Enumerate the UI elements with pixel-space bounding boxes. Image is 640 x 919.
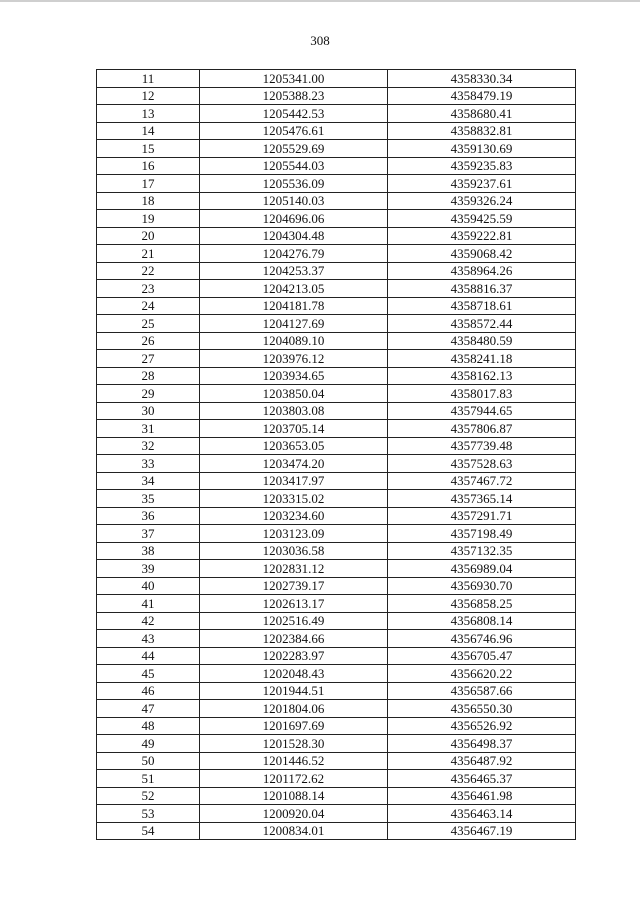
y-coordinate-cell: 4357944.65 bbox=[388, 402, 576, 420]
table-row bbox=[97, 350, 576, 368]
point-number-cell: 12 bbox=[97, 87, 200, 105]
point-number-cell: 47 bbox=[97, 700, 200, 718]
table-row bbox=[97, 227, 576, 245]
table-row bbox=[97, 367, 576, 385]
y-coordinate-cell: 4359235.83 bbox=[388, 157, 576, 175]
point-number-cell: 43 bbox=[97, 630, 200, 648]
table-row bbox=[97, 647, 576, 665]
table-row bbox=[97, 525, 576, 543]
point-number-cell: 34 bbox=[97, 472, 200, 490]
y-coordinate-cell: 4356930.70 bbox=[388, 577, 576, 595]
point-number-cell: 32 bbox=[97, 437, 200, 455]
x-coordinate-cell: 1203315.02 bbox=[200, 490, 388, 508]
y-coordinate-cell: 4358017.83 bbox=[388, 385, 576, 403]
table-row bbox=[97, 437, 576, 455]
y-coordinate-cell: 4356463.14 bbox=[388, 805, 576, 823]
table-row bbox=[97, 332, 576, 350]
table-row bbox=[97, 315, 576, 333]
y-coordinate-cell: 4358718.61 bbox=[388, 297, 576, 315]
x-coordinate-cell: 1202516.49 bbox=[200, 612, 388, 630]
x-coordinate-cell: 1201697.69 bbox=[200, 717, 388, 735]
point-number-cell: 15 bbox=[97, 140, 200, 158]
y-coordinate-cell: 4358964.26 bbox=[388, 262, 576, 280]
y-coordinate-cell: 4356705.47 bbox=[388, 647, 576, 665]
table-row bbox=[97, 87, 576, 105]
x-coordinate-cell: 1204181.78 bbox=[200, 297, 388, 315]
x-coordinate-cell: 1205140.03 bbox=[200, 192, 388, 210]
x-coordinate-cell: 1204276.79 bbox=[200, 245, 388, 263]
x-coordinate-cell: 1205544.03 bbox=[200, 157, 388, 175]
x-coordinate-cell: 1203803.08 bbox=[200, 402, 388, 420]
y-coordinate-cell: 4356487.92 bbox=[388, 752, 576, 770]
point-number-cell: 26 bbox=[97, 332, 200, 350]
point-number-cell: 44 bbox=[97, 647, 200, 665]
x-coordinate-cell: 1203036.58 bbox=[200, 542, 388, 560]
point-number-cell: 37 bbox=[97, 525, 200, 543]
point-number-cell: 28 bbox=[97, 367, 200, 385]
table-row bbox=[97, 402, 576, 420]
x-coordinate-cell: 1203653.05 bbox=[200, 437, 388, 455]
y-coordinate-cell: 4356620.22 bbox=[388, 665, 576, 683]
y-coordinate-cell: 4358162.13 bbox=[388, 367, 576, 385]
x-coordinate-cell: 1200834.01 bbox=[200, 822, 388, 840]
table-row bbox=[97, 70, 576, 88]
x-coordinate-cell: 1201172.62 bbox=[200, 770, 388, 788]
table-row bbox=[97, 735, 576, 753]
table-row bbox=[97, 245, 576, 263]
x-coordinate-cell: 1202739.17 bbox=[200, 577, 388, 595]
table-row bbox=[97, 752, 576, 770]
x-coordinate-cell: 1203705.14 bbox=[200, 420, 388, 438]
page-top-edge bbox=[0, 0, 640, 2]
table-row bbox=[97, 542, 576, 560]
x-coordinate-cell: 1204253.37 bbox=[200, 262, 388, 280]
x-coordinate-cell: 1204213.05 bbox=[200, 280, 388, 298]
table-row bbox=[97, 140, 576, 158]
point-number-cell: 45 bbox=[97, 665, 200, 683]
x-coordinate-cell: 1202283.97 bbox=[200, 647, 388, 665]
table-row bbox=[97, 472, 576, 490]
y-coordinate-cell: 4358479.19 bbox=[388, 87, 576, 105]
point-number-cell: 27 bbox=[97, 350, 200, 368]
x-coordinate-cell: 1204089.10 bbox=[200, 332, 388, 350]
x-coordinate-cell: 1203934.65 bbox=[200, 367, 388, 385]
x-coordinate-cell: 1202384.66 bbox=[200, 630, 388, 648]
table-row bbox=[97, 700, 576, 718]
point-number-cell: 50 bbox=[97, 752, 200, 770]
table-row bbox=[97, 455, 576, 473]
y-coordinate-cell: 4358832.81 bbox=[388, 122, 576, 140]
y-coordinate-cell: 4356858.25 bbox=[388, 595, 576, 613]
x-coordinate-cell: 1205388.23 bbox=[200, 87, 388, 105]
table-row bbox=[97, 490, 576, 508]
table-row bbox=[97, 577, 576, 595]
point-number-cell: 51 bbox=[97, 770, 200, 788]
point-number-cell: 36 bbox=[97, 507, 200, 525]
table-row bbox=[97, 122, 576, 140]
x-coordinate-cell: 1200920.04 bbox=[200, 805, 388, 823]
x-coordinate-cell: 1203417.97 bbox=[200, 472, 388, 490]
table-row bbox=[97, 560, 576, 578]
point-number-cell: 33 bbox=[97, 455, 200, 473]
x-coordinate-cell: 1205442.53 bbox=[200, 105, 388, 123]
x-coordinate-cell: 1203850.04 bbox=[200, 385, 388, 403]
table-row bbox=[97, 297, 576, 315]
y-coordinate-cell: 4357365.14 bbox=[388, 490, 576, 508]
y-coordinate-cell: 4359237.61 bbox=[388, 175, 576, 193]
point-number-cell: 20 bbox=[97, 227, 200, 245]
y-coordinate-cell: 4356989.04 bbox=[388, 560, 576, 578]
point-number-cell: 22 bbox=[97, 262, 200, 280]
point-number-cell: 11 bbox=[97, 70, 200, 88]
coordinates-table-body bbox=[97, 70, 576, 840]
x-coordinate-cell: 1203123.09 bbox=[200, 525, 388, 543]
y-coordinate-cell: 4356498.37 bbox=[388, 735, 576, 753]
y-coordinate-cell: 4357132.35 bbox=[388, 542, 576, 560]
table-row bbox=[97, 210, 576, 228]
table-row bbox=[97, 507, 576, 525]
point-number-cell: 48 bbox=[97, 717, 200, 735]
y-coordinate-cell: 4358241.18 bbox=[388, 350, 576, 368]
point-number-cell: 13 bbox=[97, 105, 200, 123]
y-coordinate-cell: 4359222.81 bbox=[388, 227, 576, 245]
y-coordinate-cell: 4357467.72 bbox=[388, 472, 576, 490]
y-coordinate-cell: 4357739.48 bbox=[388, 437, 576, 455]
point-number-cell: 52 bbox=[97, 787, 200, 805]
y-coordinate-cell: 4356467.19 bbox=[388, 822, 576, 840]
point-number-cell: 19 bbox=[97, 210, 200, 228]
point-number-cell: 42 bbox=[97, 612, 200, 630]
coordinates-table bbox=[96, 69, 576, 840]
table-row bbox=[97, 770, 576, 788]
x-coordinate-cell: 1205529.69 bbox=[200, 140, 388, 158]
x-coordinate-cell: 1203976.12 bbox=[200, 350, 388, 368]
point-number-cell: 35 bbox=[97, 490, 200, 508]
table-row bbox=[97, 805, 576, 823]
point-number-cell: 16 bbox=[97, 157, 200, 175]
x-coordinate-cell: 1205341.00 bbox=[200, 70, 388, 88]
point-number-cell: 41 bbox=[97, 595, 200, 613]
point-number-cell: 14 bbox=[97, 122, 200, 140]
table-row bbox=[97, 420, 576, 438]
point-number-cell: 31 bbox=[97, 420, 200, 438]
x-coordinate-cell: 1201528.30 bbox=[200, 735, 388, 753]
table-row bbox=[97, 105, 576, 123]
x-coordinate-cell: 1202831.12 bbox=[200, 560, 388, 578]
point-number-cell: 39 bbox=[97, 560, 200, 578]
y-coordinate-cell: 4358480.59 bbox=[388, 332, 576, 350]
point-number-cell: 21 bbox=[97, 245, 200, 263]
point-number-cell: 29 bbox=[97, 385, 200, 403]
point-number-cell: 23 bbox=[97, 280, 200, 298]
x-coordinate-cell: 1202613.17 bbox=[200, 595, 388, 613]
table-row bbox=[97, 717, 576, 735]
point-number-cell: 18 bbox=[97, 192, 200, 210]
x-coordinate-cell: 1203234.60 bbox=[200, 507, 388, 525]
point-number-cell: 54 bbox=[97, 822, 200, 840]
y-coordinate-cell: 4359130.69 bbox=[388, 140, 576, 158]
table-row bbox=[97, 175, 576, 193]
x-coordinate-cell: 1205536.09 bbox=[200, 175, 388, 193]
y-coordinate-cell: 4357291.71 bbox=[388, 507, 576, 525]
table-row bbox=[97, 787, 576, 805]
x-coordinate-cell: 1201804.06 bbox=[200, 700, 388, 718]
y-coordinate-cell: 4357806.87 bbox=[388, 420, 576, 438]
y-coordinate-cell: 4359425.59 bbox=[388, 210, 576, 228]
table-row bbox=[97, 612, 576, 630]
point-number-cell: 53 bbox=[97, 805, 200, 823]
y-coordinate-cell: 4358330.34 bbox=[388, 70, 576, 88]
x-coordinate-cell: 1201944.51 bbox=[200, 682, 388, 700]
table-row bbox=[97, 385, 576, 403]
table-row bbox=[97, 157, 576, 175]
point-number-cell: 17 bbox=[97, 175, 200, 193]
y-coordinate-cell: 4356746.96 bbox=[388, 630, 576, 648]
y-coordinate-cell: 4356808.14 bbox=[388, 612, 576, 630]
point-number-cell: 24 bbox=[97, 297, 200, 315]
y-coordinate-cell: 4356465.37 bbox=[388, 770, 576, 788]
table-row bbox=[97, 280, 576, 298]
y-coordinate-cell: 4356587.66 bbox=[388, 682, 576, 700]
point-number-cell: 30 bbox=[97, 402, 200, 420]
y-coordinate-cell: 4357198.49 bbox=[388, 525, 576, 543]
point-number-cell: 46 bbox=[97, 682, 200, 700]
point-number-cell: 40 bbox=[97, 577, 200, 595]
x-coordinate-cell: 1201446.52 bbox=[200, 752, 388, 770]
x-coordinate-cell: 1205476.61 bbox=[200, 122, 388, 140]
table-row bbox=[97, 665, 576, 683]
x-coordinate-cell: 1203474.20 bbox=[200, 455, 388, 473]
table-row bbox=[97, 630, 576, 648]
y-coordinate-cell: 4358572.44 bbox=[388, 315, 576, 333]
y-coordinate-cell: 4359326.24 bbox=[388, 192, 576, 210]
x-coordinate-cell: 1202048.43 bbox=[200, 665, 388, 683]
table-row bbox=[97, 262, 576, 280]
point-number-cell: 38 bbox=[97, 542, 200, 560]
y-coordinate-cell: 4359068.42 bbox=[388, 245, 576, 263]
x-coordinate-cell: 1204696.06 bbox=[200, 210, 388, 228]
point-number-cell: 25 bbox=[97, 315, 200, 333]
table-row bbox=[97, 192, 576, 210]
x-coordinate-cell: 1204127.69 bbox=[200, 315, 388, 333]
y-coordinate-cell: 4356550.30 bbox=[388, 700, 576, 718]
page-number: 308 bbox=[310, 33, 330, 48]
y-coordinate-cell: 4356461.98 bbox=[388, 787, 576, 805]
point-number-cell: 49 bbox=[97, 735, 200, 753]
x-coordinate-cell: 1204304.48 bbox=[200, 227, 388, 245]
table-row bbox=[97, 595, 576, 613]
table-row bbox=[97, 682, 576, 700]
y-coordinate-cell: 4358680.41 bbox=[388, 105, 576, 123]
y-coordinate-cell: 4356526.92 bbox=[388, 717, 576, 735]
y-coordinate-cell: 4358816.37 bbox=[388, 280, 576, 298]
y-coordinate-cell: 4357528.63 bbox=[388, 455, 576, 473]
table-row bbox=[97, 822, 576, 840]
x-coordinate-cell: 1201088.14 bbox=[200, 787, 388, 805]
